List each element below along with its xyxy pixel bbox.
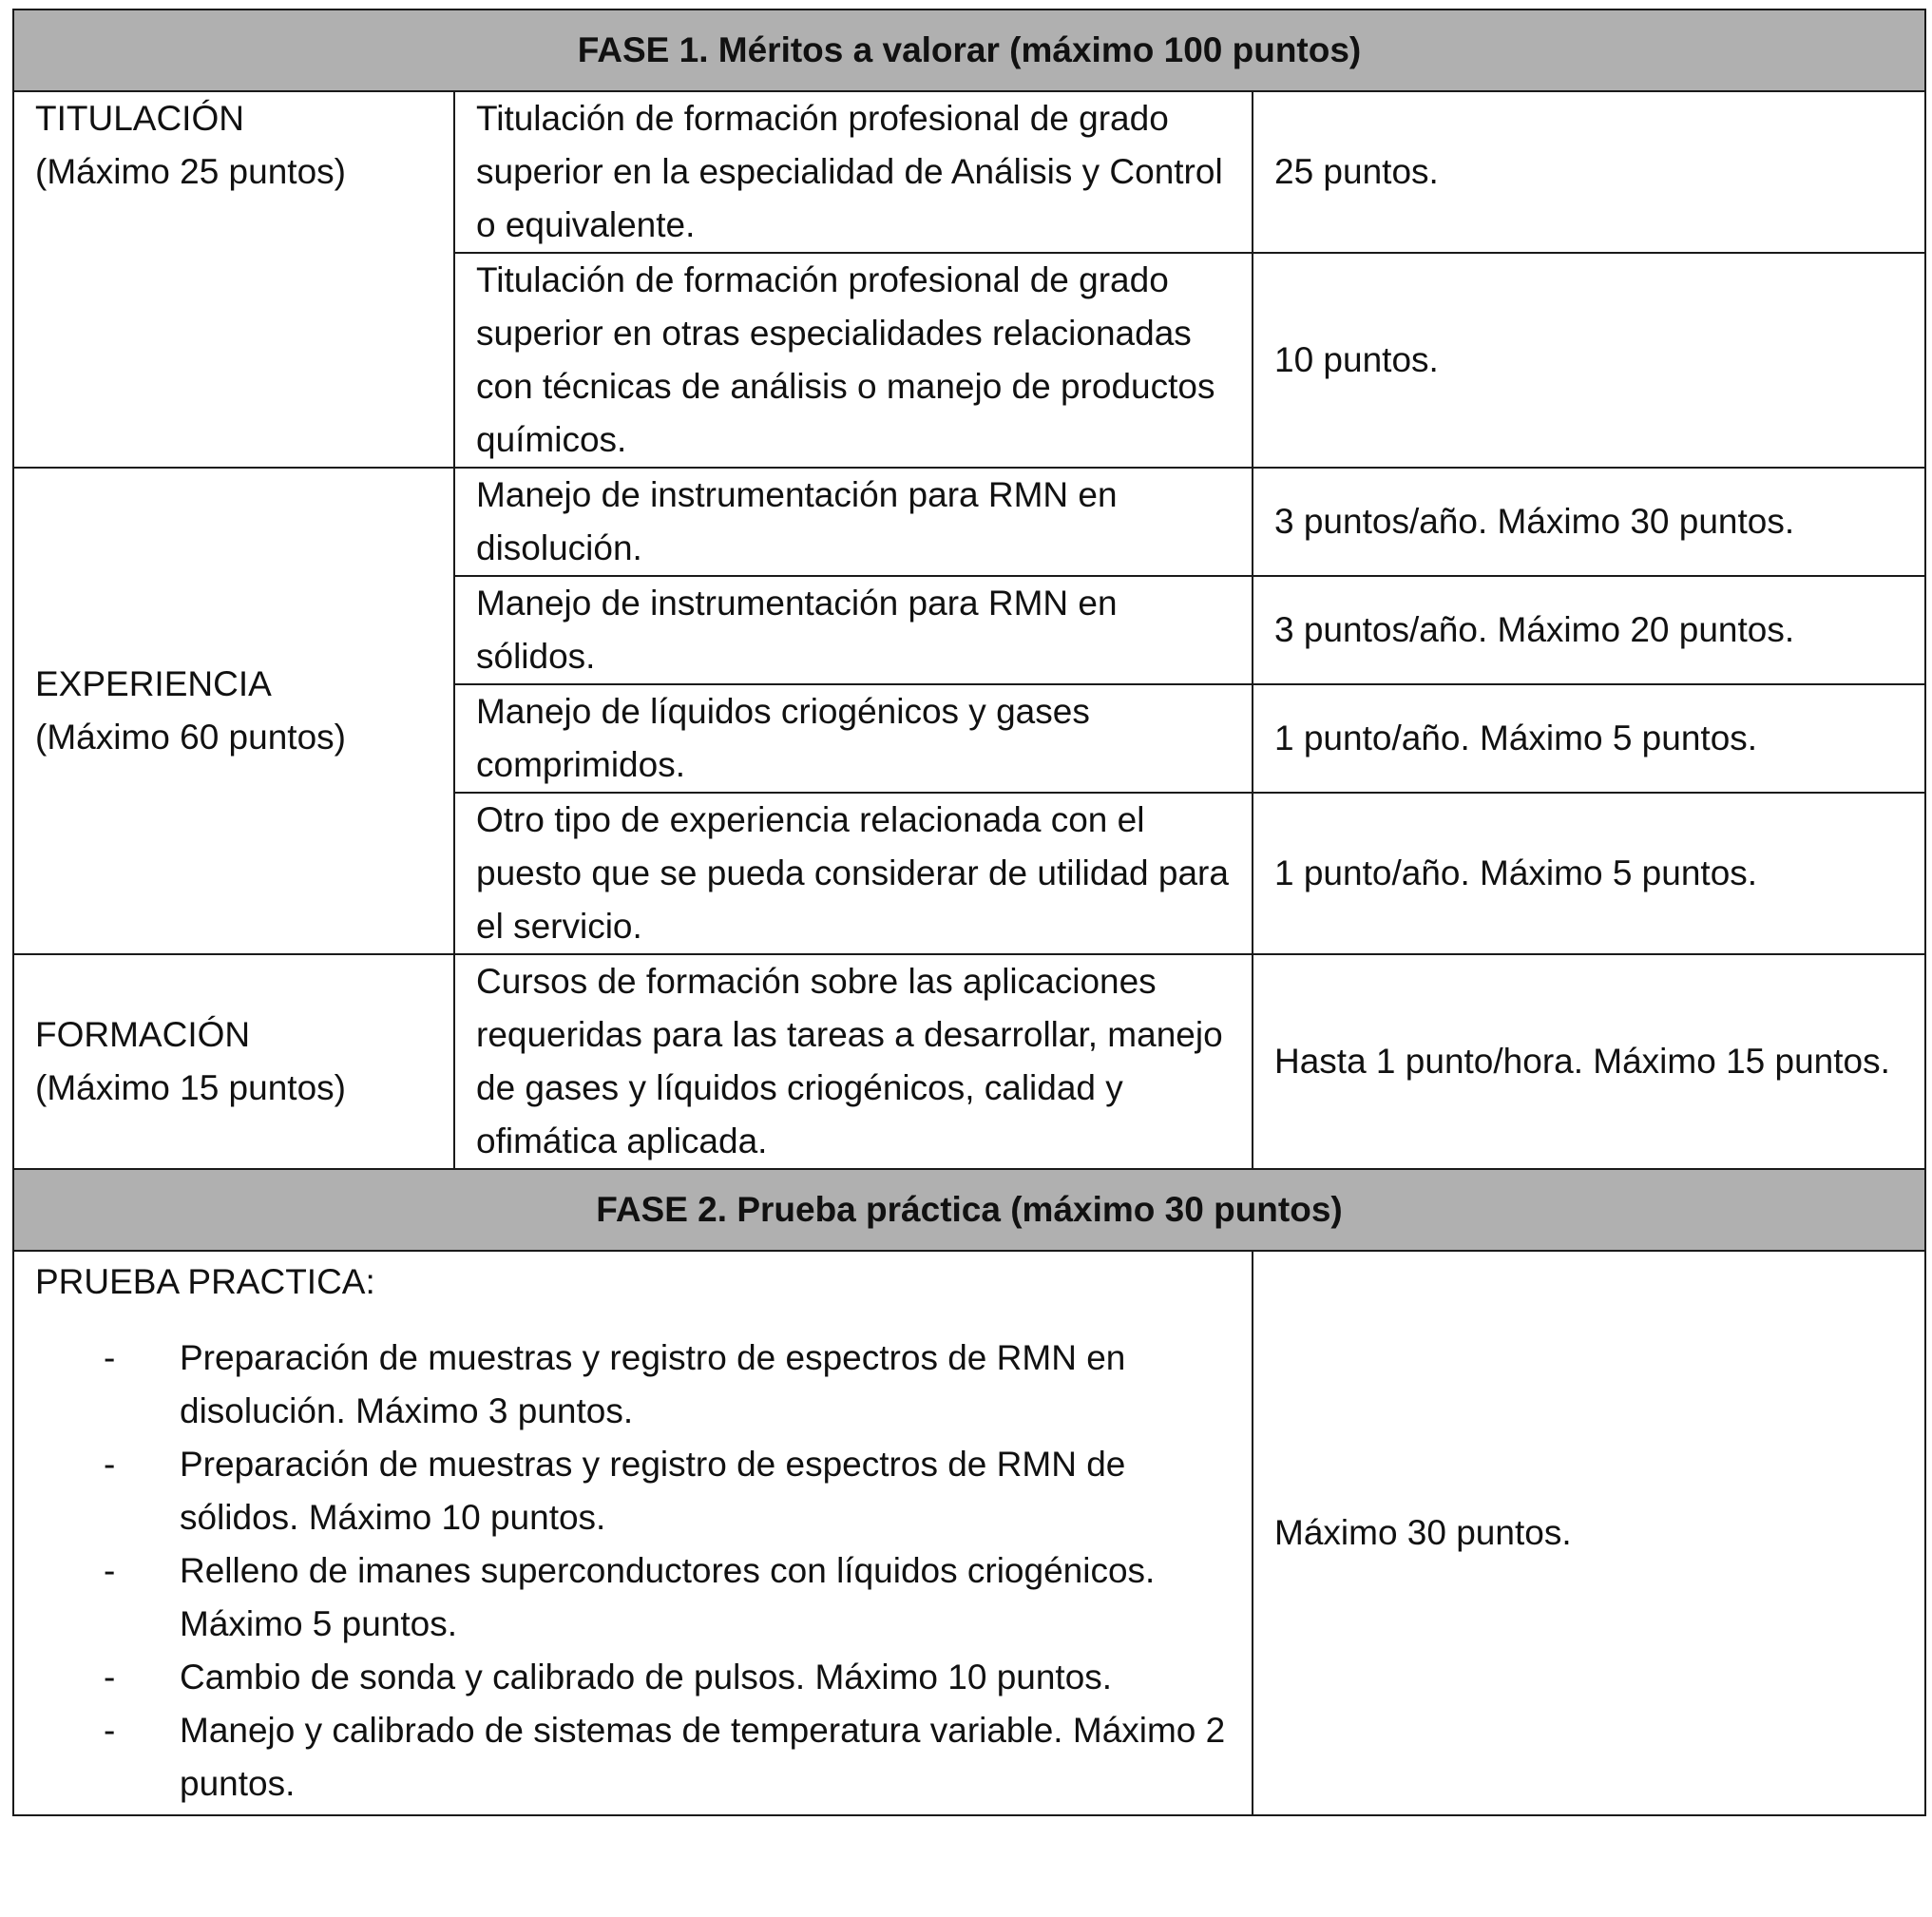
- prueba-practica-cell: [13, 1251, 1253, 1815]
- phase2-header: FASE 2. Prueba práctica (máximo 30 puntos): [13, 1169, 1925, 1251]
- titulacion-category: [13, 91, 454, 468]
- experiencia-points-3: 1 punto/año. Máximo 5 puntos.: [1253, 684, 1925, 793]
- experiencia-desc-3: Manejo de líquidos criogénicos y gases comprimidos.: [454, 684, 1253, 793]
- formacion-row-1: [13, 954, 1925, 1169]
- experiencia-label: EXPERIENCIA: [35, 664, 272, 703]
- formacion-points-1: Hasta 1 punto/hora. Máximo 15 puntos.: [1253, 954, 1925, 1169]
- list-item: [35, 1651, 1231, 1704]
- list-item-text: Manejo y calibrado de sistemas de temperatura variable. Máximo 2 puntos.: [180, 1711, 1226, 1803]
- list-item-text: Preparación de muestras y registro de espectros de RMN en disolución. Máximo 3 puntos.: [180, 1338, 1126, 1430]
- prueba-practica-list: [35, 1332, 1231, 1811]
- list-item: [35, 1438, 1231, 1544]
- phase2-header-row: [13, 1169, 1925, 1251]
- experiencia-points-4: 1 punto/año. Máximo 5 puntos.: [1253, 793, 1925, 954]
- experiencia-max: (Máximo 60 puntos): [35, 718, 346, 757]
- titulacion-points-2: 10 puntos.: [1253, 253, 1925, 468]
- titulacion-max: (Máximo 25 puntos): [35, 152, 346, 191]
- formacion-max: (Máximo 15 puntos): [35, 1068, 346, 1107]
- titulacion-points-1: 25 puntos.: [1253, 91, 1925, 253]
- bullet-dash: -: [104, 1338, 116, 1377]
- list-item-text: Relleno de imanes superconductores con líquidos criogénicos. Máximo 5 puntos.: [180, 1551, 1156, 1643]
- list-item-text: Preparación de muestras y registro de espectros de RMN de sólidos. Máximo 10 puntos.: [180, 1445, 1126, 1537]
- criteria-table: [12, 9, 1926, 1816]
- titulacion-desc-2: Titulación de formación profesional de grado superior en otras especialidades relacionadas con técnicas de análisis o manejo de productos químicos.: [454, 253, 1253, 468]
- bullet-dash: -: [104, 1711, 116, 1750]
- experiencia-category: [13, 468, 454, 954]
- bullet-dash: -: [104, 1551, 116, 1590]
- experiencia-desc-2: Manejo de instrumentación para RMN en sólidos.: [454, 576, 1253, 684]
- prueba-practica-row: [13, 1251, 1925, 1815]
- titulacion-row-1: [13, 91, 1925, 253]
- formacion-category: [13, 954, 454, 1169]
- list-item-text: Cambio de sonda y calibrado de pulsos. Máximo 10 puntos.: [180, 1658, 1113, 1697]
- titulacion-desc-1: Titulación de formación profesional de grado superior en la especialidad de Análisis y Control o equivalente.: [454, 91, 1253, 253]
- phase1-header: FASE 1. Méritos a valorar (máximo 100 puntos): [13, 10, 1925, 91]
- formacion-desc-1: Cursos de formación sobre las aplicaciones requeridas para las tareas a desarrollar, manejo de gases y líquidos criogénicos, calidad y ofimática aplicada.: [454, 954, 1253, 1169]
- experiencia-row-1: [13, 468, 1925, 576]
- list-item: [35, 1332, 1231, 1438]
- bullet-dash: -: [104, 1445, 116, 1484]
- experiencia-desc-4: Otro tipo de experiencia relacionada con el puesto que se pueda considerar de utilidad para el servicio.: [454, 793, 1253, 954]
- formacion-label: FORMACIÓN: [35, 1015, 251, 1054]
- list-item: [35, 1544, 1231, 1651]
- prueba-practica-points: Máximo 30 puntos.: [1253, 1251, 1925, 1815]
- bullet-dash: -: [104, 1658, 116, 1697]
- experiencia-points-1: 3 puntos/año. Máximo 30 puntos.: [1253, 468, 1925, 576]
- experiencia-points-2: 3 puntos/año. Máximo 20 puntos.: [1253, 576, 1925, 684]
- titulacion-label: TITULACIÓN: [35, 99, 244, 138]
- phase1-header-row: [13, 10, 1925, 91]
- experiencia-desc-1: Manejo de instrumentación para RMN en disolución.: [454, 468, 1253, 576]
- list-item: [35, 1704, 1231, 1811]
- prueba-practica-title: PRUEBA PRACTICA:: [35, 1262, 375, 1301]
